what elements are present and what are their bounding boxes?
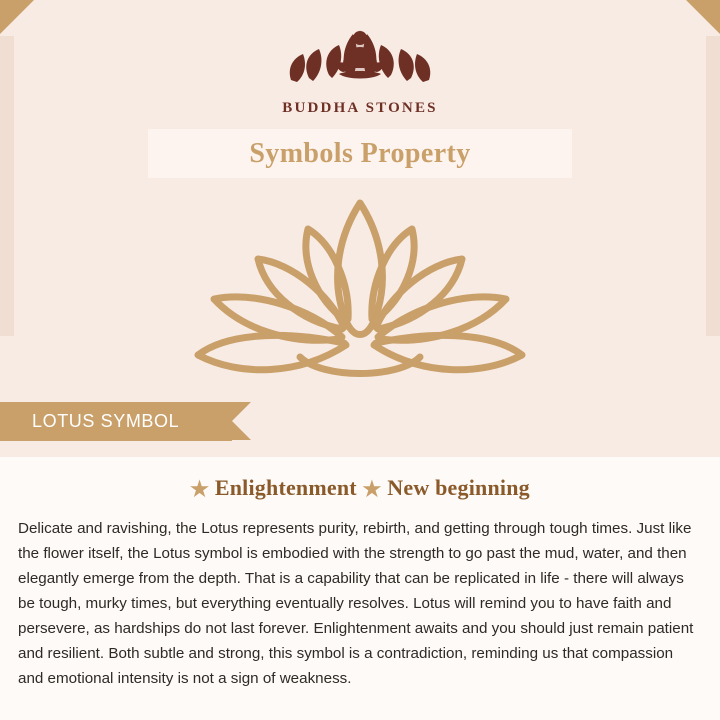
star-icon-left: ★	[190, 477, 210, 501]
headline-text-enlightenment: Enlightenment	[214, 475, 357, 500]
page-title: Symbols Property	[249, 137, 471, 169]
brand-name: BUDDHA STONES	[282, 100, 438, 116]
headline-text-new-beginning: New beginning	[387, 475, 530, 500]
content-paragraph: Delicate and ravishing, the Lotus represents purity, rebirth, and getting through tough times. Just like the flower itself, the Lotus symbol is embodied with the strength to go past the mud, water, and then elegantly emerge from the depth. That is a capability that can be replicated in life - there will always be tough, murky times, but everything eventually resolves. Lotus will remind you to have faith and persevere, as hardships do not last forever. Enlightenment awaits and you should just remain patient and resilient. Both subtle and strong, this symbol is a contradiction, reminding us that compassion and emotional intensity is not a sign of weakness.	[18, 520, 694, 687]
ribbon-label: LOTUS SYMBOL	[32, 411, 180, 431]
lotus-symbol-ribbon	[0, 402, 232, 441]
brand-block	[0, 18, 720, 117]
lotus-illustration	[0, 186, 720, 396]
content-headline	[0, 475, 720, 502]
title-banner	[148, 129, 572, 178]
star-icon-middle: ★	[362, 477, 382, 501]
lotus-meditation-figure-icon	[0, 18, 720, 96]
content-panel	[0, 457, 720, 720]
